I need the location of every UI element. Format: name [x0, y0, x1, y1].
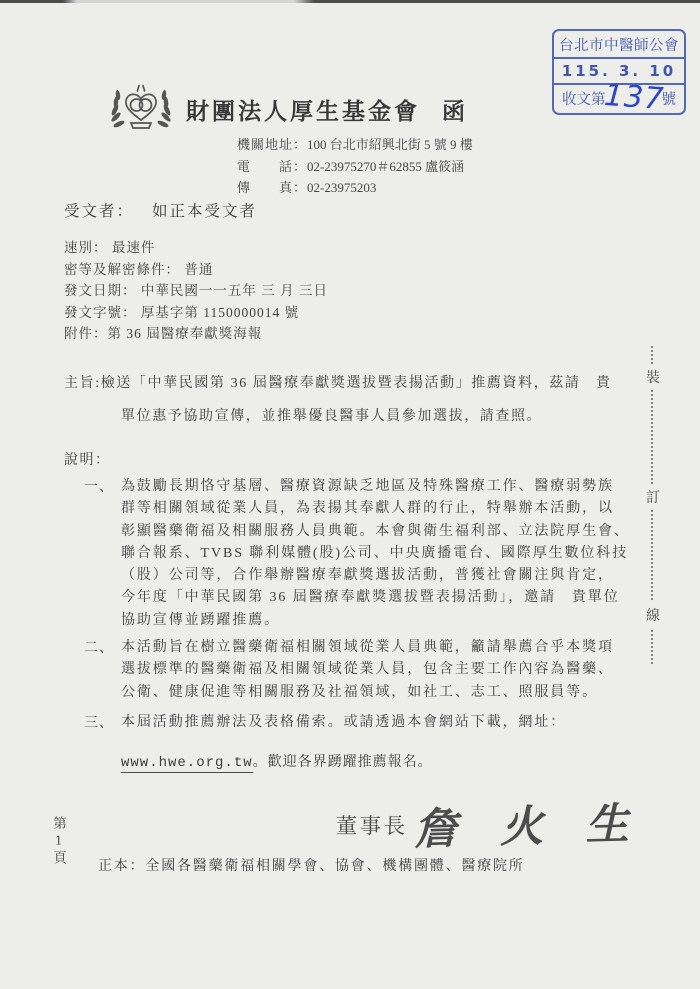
item-1-line: 聯合報系、TVBS 聯利媒體(股)公司、中央廣播電台、國際厚生數位科技	[121, 545, 629, 561]
issue-date-row	[64, 280, 328, 302]
subject-line-2: 單位惠予協助宣傳，並推舉優良醫事人員參加選拔，請查照。	[121, 409, 543, 424]
recipient-label: 受文者：	[64, 203, 135, 220]
ref-number-value: 厚基字第 1150000014 號	[140, 304, 300, 320]
classification-row	[64, 259, 328, 281]
website-line	[121, 751, 433, 771]
address-row	[237, 134, 473, 156]
page-number: 第1頁	[51, 816, 66, 867]
receipt-stamp	[552, 29, 686, 118]
stamp-receipt-number-handwritten: 137	[602, 77, 666, 118]
subject-line-1	[64, 372, 612, 392]
item-2-line: 公衛、健康促進等相關服務及社福領域，如社工、志工、照服員等。	[121, 684, 598, 700]
recipient-line	[64, 199, 257, 221]
item-3-marker: 三、	[84, 716, 114, 731]
attachment-value: 第 36 屆醫療奉獻獎海報	[107, 326, 263, 342]
stamp-receipt-suffix: 號	[661, 92, 676, 108]
address-label: 機關地址：	[237, 137, 308, 152]
item-1-line: 為鼓勵長期恪守基層、醫療資源缺乏地區及特殊醫療工作、醫療弱勢族	[121, 479, 614, 494]
foundation-logo-icon	[110, 84, 172, 134]
signer-title: 董事長	[336, 814, 408, 838]
fax-label: 傳 真：	[237, 180, 308, 195]
fax-row	[237, 177, 473, 199]
organization-name: 財團法人厚生基金會	[186, 98, 420, 124]
priority-label: 速別：	[64, 240, 108, 255]
binding-char-xian: 線	[645, 602, 661, 628]
meta-block	[64, 237, 328, 345]
priority-row	[64, 237, 328, 259]
address-value: 100 台北市紹興北街 5 號 9 樓	[307, 137, 473, 152]
signature-block	[336, 793, 645, 854]
stamp-org-name: 台北市中醫師公會	[554, 31, 684, 59]
item-2-line: 本活動旨在樹立醫藥衛福相關領域從業人員典範，籲請舉薦合乎本獎項	[121, 640, 614, 655]
subject-text: 檢送「中華民國第 36 屆醫療奉獻獎選拔暨表揚活動」推薦資料，茲請 貴	[100, 376, 612, 391]
classification-value: 普通	[184, 261, 214, 277]
description-item-1	[84, 476, 630, 632]
phone-label: 電 話：	[237, 158, 308, 174]
recipient-value: 如正本受文者	[152, 203, 258, 220]
subject-label: 主旨:	[64, 376, 101, 391]
item-2-marker: 二、	[84, 641, 114, 656]
letter-header	[110, 84, 468, 134]
ref-number-row	[64, 302, 328, 324]
item-1-line: 協助宣傳並踴躍推薦。	[121, 612, 280, 628]
contact-block	[237, 134, 473, 199]
description-item-3	[84, 712, 566, 734]
attachment-label: 附件：	[64, 326, 108, 342]
binding-char-ding: 訂	[645, 484, 661, 510]
binding-line	[646, 346, 660, 664]
description-heading: 說明：	[64, 453, 111, 468]
stamp-date: 115. 3. 10	[554, 59, 684, 85]
website-suffix: 。歡迎各界踴躍推薦報名。	[252, 755, 433, 770]
item-1-line: 群等相關領域從業人員，為表揚其奉獻人群的行止，特舉辦本活動，以	[121, 501, 614, 517]
phone-value: 02-23975270＃62855 盧筱涵	[307, 158, 465, 174]
subject-block	[64, 372, 612, 425]
website-url: www.hwe.org.tw	[121, 755, 253, 771]
issue-date-label: 發文日期：	[64, 283, 137, 299]
item-1-line: 彰顯醫藥衛福及相關服務人員典範。本會與衛生福利部、立法院厚生會、	[121, 523, 630, 539]
item-1-line: 今年度「中華民國第 36 屆醫療奉獻獎選拔暨表揚活動」，邀請 貴單位	[121, 590, 620, 606]
priority-value: 最速件	[111, 240, 156, 255]
item-1-line: （股）公司等，合作舉辦醫療奉獻獎選拔活動，普獲社會關注與肯定，	[121, 568, 614, 584]
attachment-row	[64, 323, 328, 345]
item-1-marker: 一、	[84, 480, 114, 495]
signer-name-handwritten: 詹 火 生	[413, 800, 646, 855]
copy-distribution-line: 正本：全國各醫藥衛福相關學會、協會、機構團體、醫療院所	[98, 859, 525, 874]
ref-number-label: 發文字號：	[64, 304, 137, 320]
document-type: 函	[442, 98, 468, 124]
page-title	[186, 93, 468, 126]
binding-char-zhuang: 裝	[645, 364, 661, 390]
issue-date-value: 中華民國一一五年 三 月 三日	[140, 283, 328, 299]
classification-label: 密等及解密條件：	[64, 261, 180, 277]
item-3-line: 本屆活動推薦辦法及表格備索。或請透過本會網站下載，網址：	[121, 715, 567, 730]
stamp-receipt-prefix: 收文第	[562, 92, 606, 108]
phone-row	[237, 156, 473, 178]
scan-edge-artifact	[0, 0, 700, 3]
fax-value: 02-23975203	[307, 180, 377, 195]
description-item-2	[84, 637, 614, 704]
item-2-line: 選拔標準的醫藥衛福及相關領域從業人員，包含主要工作內容為醫藥、	[121, 662, 614, 678]
